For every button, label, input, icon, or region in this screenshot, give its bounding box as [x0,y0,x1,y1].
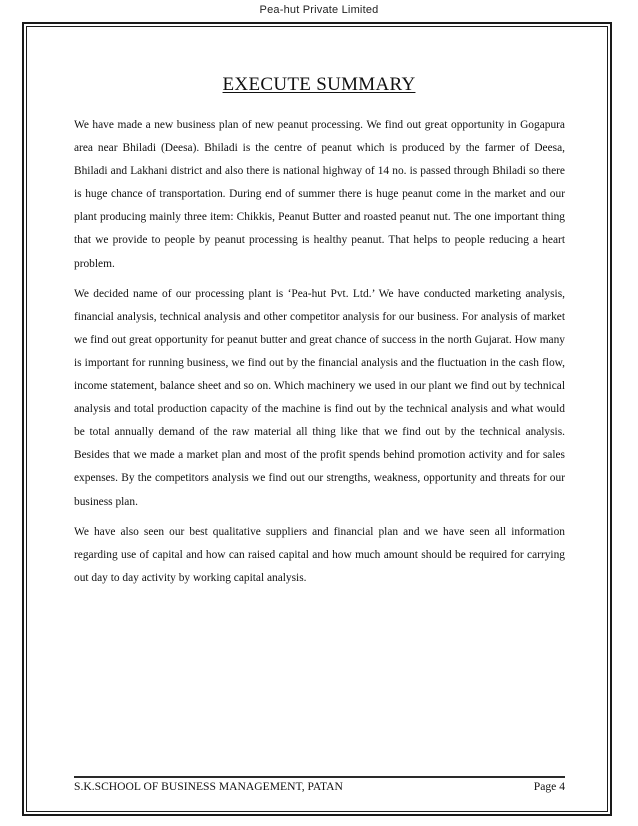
paragraph: We decided name of our processing plant is ‘Pea-hut Pvt. Ltd.’ We have conducted marketing analysis, financial analysis, technical analysis and other competitor analysis for our business. For analysis of market we find out great opportunity for peanut butter and great chance of success in the north Gujarat. How many is important for running business, we find out by the financial analysis and the fluctuation in the cash flow, income statement, balance sheet and so on. Which machinery we used in our plant we find out by technical analysis and total production capacity of the machine is find out by the technical analysis and what would be total annually demand of the raw material all thing like that we find out by the technical analysis. Besides that we made a market plan and most of the profit spends behind promotion activity and for sales expenses. By the competitors analysis we find out our strengths, weakness, opportunity and threats for our business plan. [74,287,565,508]
paragraph: We have also seen our best qualitative suppliers and financial plan and we have seen all information regarding use of capital and how can raised capital and how much amount should be required for carrying out day to day activity by working capital analysis. [74,525,565,584]
page-title: EXECUTE SUMMARY [222,74,416,95]
footer-divider [74,776,565,778]
page-number: Page 4 [533,780,565,793]
footer-institution: S.K.SCHOOL OF BUSINESS MANAGEMENT, PATAN [74,780,343,793]
paragraph: We have made a new business plan of new peanut processing. We find out great opportunity in Gogapura area near Bhiladi (Deesa). Bhiladi is the centre of peanut which is produced by the farmer of Deesa, Bhiladi and Lakhani district and also there is national highway of 14 no. is passed through Bhiladi so there is huge chance of transportation. During end of summer there is huge peanut come in the market and our plant producing mainly three item: Chikkis, Peanut Butter and roasted peanut nut. The one important thing that we provide to people by peanut processing is healthy peanut. That helps to people reducing a heart problem. [74,119,565,270]
body-text [74,114,565,597]
running-header: Pea-hut Private Limited [259,4,379,16]
